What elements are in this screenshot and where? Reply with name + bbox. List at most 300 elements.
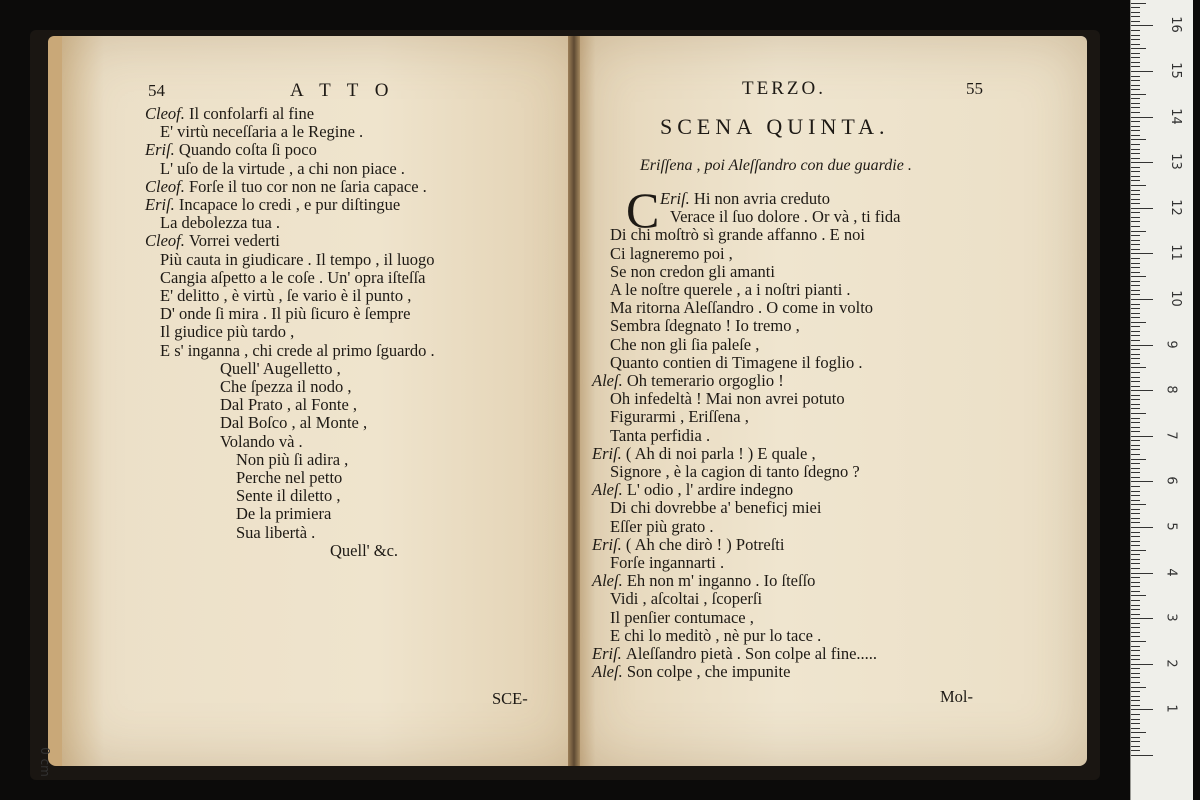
ruler-tick [1131,112,1140,113]
ruler-tick [1131,614,1140,615]
ruler-tick [1131,226,1140,227]
line-text: Di chi dovrebbe a' beneficj miei [610,498,822,518]
text-line [610,390,845,408]
line-text: Ci lagneremo poi , [610,243,733,263]
ruler-tick [1131,203,1140,204]
right-page-number: 55 [966,79,983,98]
ruler-tick [1131,57,1140,58]
ruler-tick [1131,62,1140,63]
left-page-number: 54 [148,81,165,100]
ruler-tick [1131,673,1140,674]
ruler-tick [1131,358,1140,359]
ruler-tick [1131,636,1140,637]
ruler-number: 10 [1167,290,1183,307]
ruler-tick [1131,139,1146,140]
line-text: E chi lo meditò , nè pur lo tace . [610,625,822,645]
ruler-tick [1131,149,1140,150]
ruler-tick [1131,509,1140,510]
speaker-label: Aleſ. [592,371,627,390]
ruler-tick [1131,244,1140,245]
text-line [220,414,367,432]
ruler-number: 6 [1163,476,1179,486]
text-line [610,609,754,627]
ruler-number: 1 [1163,704,1179,714]
ruler-tick [1131,308,1140,309]
ruler-number: 7 [1163,431,1179,440]
text-line [220,396,357,414]
ruler-number: 15 [1167,62,1183,79]
text-line [220,378,352,396]
left-running-head: A T T O [290,80,395,101]
line-text: Tanta perfidia . [610,425,711,445]
ruler-tick [1131,326,1140,327]
line-text: Signore , è la cagion di tanto ſdegno ? [610,462,860,481]
ruler-tick [1131,212,1140,213]
ruler-tick [1131,194,1140,195]
ruler-tick [1131,500,1140,501]
ruler-tick [1131,299,1153,300]
ruler-tick [1131,714,1140,715]
ruler-tick [1131,677,1140,678]
ruler-tick [1131,431,1140,432]
text-line [160,269,426,287]
line-text: Eh non m' inganno . Io ſteſſo [626,571,816,591]
line-text: Dal Boſco , al Monte , [220,413,368,433]
ruler-tick [1131,190,1140,191]
ruler-tick [1131,418,1140,419]
line-text: Ma ritorna Aleſſandro . O come in volto [610,298,874,318]
text-line [610,627,821,645]
text-line [160,323,294,341]
line-text: Sembra ſdegnato ! Io tremo , [610,316,800,336]
line-text: D' onde ſi mira . Il più ſicuro è ſempre [160,304,411,324]
right-running-head: TERZO. [742,78,826,99]
ruler-tick [1131,176,1140,177]
speaker-label: Aleſ. [592,480,627,500]
ruler-number: 5 [1163,522,1179,531]
ruler-tick [1131,94,1146,95]
speaker-label: Cleof. [145,231,189,251]
ruler-tick [1131,577,1140,578]
ruler-tick [1131,276,1146,277]
ruler-tick [1131,641,1146,642]
ruler-tick [1131,623,1140,624]
ruler-tick [1131,48,1146,49]
ruler-tick [1131,591,1140,592]
ruler-number: 13 [1167,153,1183,170]
speaker-label: Eriſ. [592,644,626,663]
ruler-tick [1131,285,1140,286]
line-text: Dal Prato , al Fonte , [220,395,358,415]
ruler-tick [1131,249,1140,250]
ruler-tick [1131,7,1140,8]
speaker-label: Aleſ. [592,571,627,591]
line-text: Sente il diletto , [236,486,341,506]
ruler-tick [1131,3,1146,4]
ruler-tick [1131,605,1140,606]
text-line [610,427,710,445]
text-line [610,554,724,572]
ruler-tick [1131,217,1140,218]
speaker-label: Eriſ. [592,534,626,554]
text-line [610,590,762,608]
ruler-tick [1131,481,1153,482]
ruler-tick [1131,130,1140,131]
ruler-tick [1131,664,1153,665]
ruler-tick [1131,522,1140,523]
ruler-tick [1131,449,1140,450]
line-text: Il penſier contumace , [610,607,754,627]
text-line [592,663,790,681]
ruler-tick [1131,53,1140,54]
line-text: Verace il ſuo dolore . Or và , ti fida [670,207,901,227]
ruler-tick [1131,121,1140,122]
ruler-tick [1131,468,1140,469]
ruler-tick [1131,158,1140,159]
ruler-tick [1131,518,1140,519]
speaker-label: Cleof. [145,104,189,123]
ruler-tick [1131,472,1140,473]
text-line [610,336,759,354]
ruler-tick [1131,532,1140,533]
ruler-tick [1131,331,1140,332]
line-text: Quanto contien di Timagene il foglio . [610,352,863,372]
ruler-tick [1131,98,1140,99]
line-text: De la primiera [236,504,332,524]
text-line [236,505,331,523]
text-line [145,232,280,250]
ruler-tick [1131,21,1140,22]
text-line [160,160,405,178]
ruler-tick [1131,162,1153,163]
ruler-tick [1131,595,1146,596]
ruler-tick [1131,755,1153,756]
ruler-tick [1131,600,1140,601]
ruler-tick [1131,390,1153,391]
ruler-tick [1131,408,1140,409]
text-line [236,469,342,487]
ruler-tick [1131,554,1140,555]
text-line [610,245,733,263]
ruler-tick [1131,440,1140,441]
ruler-tick [1131,741,1140,742]
ruler-tick [1131,80,1140,81]
ruler-tick [1131,495,1140,496]
ruler-tick [1131,536,1140,537]
ruler-tick [1131,240,1140,241]
line-text: Quell' Augelletto , [220,358,341,378]
line-text: Vorrei vederti [189,231,280,251]
ruler-tick [1131,30,1140,31]
text-line [610,226,865,244]
line-text: ( Ah che dirò ! ) Potreſti [625,534,785,554]
ruler-tick [1131,573,1153,574]
speaker-label: Cleof. [145,176,189,196]
drop-cap: C [626,182,660,238]
ruler-tick [1131,682,1140,683]
ruler-tick [1131,25,1153,26]
ruler-tick [1131,463,1140,464]
ruler-tick [1131,700,1140,701]
ruler-tick [1131,513,1140,514]
ruler-tick [1131,709,1153,710]
ruler-tick [1131,563,1140,564]
ruler-tick [1131,650,1140,651]
ruler-tick [1131,354,1140,355]
ruler-tick [1131,180,1140,181]
ruler-number: 11 [1167,244,1183,262]
text-line [660,190,830,208]
ruler-tick [1131,107,1140,108]
ruler-tick [1131,76,1140,77]
ruler-tick [1131,427,1140,428]
ruler-number: 8 [1163,385,1179,394]
ruler-number: 16 [1167,16,1183,34]
text-line [145,141,317,159]
ruler-tick [1131,345,1153,346]
right-catchword: Mol- [940,687,973,706]
ruler-tick [1131,550,1146,551]
ruler-tick [1131,395,1140,396]
ruler-tick [1131,632,1140,633]
ruler-tick [1131,253,1153,254]
line-text: Incapace lo credi , e pur diſtingue [178,195,401,214]
line-text: E s' inganna , chi crede al primo ſguardo . [160,340,435,360]
text-line [592,372,784,390]
ruler-tick [1131,719,1140,720]
ruler-tick [1131,144,1140,145]
ruler-tick [1131,404,1140,405]
ruler-tick [1131,16,1140,17]
text-line [160,305,410,323]
ruler-tick [1131,568,1140,569]
line-text: Forſe il tuo cor non ne ſaria capace . [189,176,427,196]
ruler-tick [1131,627,1140,628]
line-text: Perche nel petto [236,468,343,487]
text-line [610,499,821,517]
ruler-tick [1131,609,1140,610]
ruler-tick [1131,422,1140,423]
ruler-tick [1131,12,1140,13]
line-text: Il confolarfi al fine [189,104,315,123]
ruler-tick [1131,231,1146,232]
line-text: ( Ah di noi parla ! ) E quale , [625,443,816,463]
line-text: Che ſpezza il nodo , [220,377,352,396]
ruler-tick [1131,413,1146,414]
speaker-label: Eriſ. [592,443,626,463]
text-line [145,105,314,123]
line-text: Il giudice più tardo , [160,322,295,342]
ruler-tick [1131,732,1146,733]
ruler-number: 9 [1163,339,1179,349]
text-line [236,451,348,469]
text-line [592,445,816,463]
ruler-tick [1131,272,1140,273]
line-text: Figurarmi , Eriſſena , [610,407,749,427]
line-text: Sua libertà . [236,522,316,542]
line-text: Più cauta in giudicare . Il tempo , il luogo [160,249,435,269]
text-line [610,518,714,536]
ruler-tick [1131,454,1140,455]
ruler-tick [1131,322,1146,323]
line-text: Se non credon gli amanti [610,261,775,281]
ruler-tick [1131,117,1153,118]
ruler-tick [1131,737,1140,738]
line-text: L' uſo de la virtude , a chi non piace . [160,158,405,178]
ruler-tick [1131,705,1140,706]
book-gutter [568,36,580,766]
line-text: Quando coſta ſi poco [178,140,317,160]
line-text: Forſe ingannarti . [610,553,725,572]
ruler-tick [1131,263,1140,264]
text-line [160,214,280,232]
line-text: Di chi moſtrò sì grande affanno . E noi [610,225,865,245]
ruler-tick [1131,126,1140,127]
text-line [160,342,435,360]
ruler-tick [1131,445,1140,446]
line-text: Oh infedeltà ! Mai non avrei potuto [610,389,845,409]
ruler-tick [1131,399,1140,400]
line-text: La debolezza tua . [160,213,281,233]
text-line [330,542,398,560]
text-line [610,317,800,335]
ruler-tick [1131,386,1140,387]
ruler-tick [1131,208,1153,209]
line-text: L' odio , l' ardire indegno [626,480,794,500]
ruler-tick [1131,71,1153,72]
line-text: Cangia aſpetto a le coſe . Un' opra iſteſſa [160,267,426,287]
text-line [145,196,400,214]
ruler-tick [1131,317,1140,318]
left-catchword: SCE- [492,689,528,708]
line-text: Non più ſi adira , [236,449,349,469]
text-line [610,299,873,317]
ruler-tick [1131,728,1140,729]
ruler-tick [1131,153,1140,154]
ruler-tick [1131,44,1140,45]
scene-title: SCENA QUINTA. [660,114,890,139]
ruler-tick [1131,340,1140,341]
text-line [220,433,303,451]
ruler-number: 12 [1167,199,1183,216]
text-line [145,178,427,196]
text-line [610,463,860,481]
line-text: Volando và . [220,431,303,451]
ruler-tick [1131,235,1140,236]
ruler-tick [1131,290,1140,291]
ruler-tick [1131,304,1140,305]
ruler-tick [1131,281,1140,282]
text-line [160,287,411,305]
ruler-tick [1131,39,1140,40]
ruler-tick [1131,723,1140,724]
ruler-tick [1131,668,1140,669]
ruler-tick [1131,491,1140,492]
text-line [592,536,784,554]
ruler-tick [1131,35,1140,36]
ruler-tick [1131,103,1140,104]
ruler-tick [1131,267,1140,268]
ruler-tick [1131,66,1140,67]
ruler-tick [1131,746,1140,747]
ruler-tick [1131,349,1140,350]
ruler-tick [1131,750,1140,751]
ruler-tick [1131,372,1140,373]
ruler-tick [1131,167,1140,168]
ruler-tick [1131,586,1140,587]
ruler-tick [1131,294,1140,295]
ruler-number: 14 [1167,107,1183,125]
ruler-tick [1131,135,1140,136]
text-line [236,487,341,505]
ruler-tick [1131,691,1140,692]
text-line [592,481,793,499]
ruler-tick [1131,363,1140,364]
ruler-tick [1131,655,1140,656]
line-text: Son colpe , che impunite [626,662,791,682]
ruler-tick [1131,313,1140,314]
ruler-tick [1131,541,1140,542]
ruler-tick [1131,171,1140,172]
text-line [236,524,315,542]
ruler-tick [1131,545,1140,546]
ruler-tick [1131,582,1140,583]
ruler-tick [1131,436,1153,437]
ruler-tick [1131,559,1140,560]
ruler-unit-label: 0 cm [37,747,52,777]
ruler-tick [1131,89,1140,90]
ruler-tick [1131,659,1140,660]
line-text: Vidi , aſcoltai , ſcoperſi [610,589,763,609]
text-line [610,263,775,281]
line-text: Quell' &c. [330,540,399,560]
speaker-label: Eriſ. [145,195,179,214]
ruler-number: 3 [1163,613,1179,622]
ruler-tick [1131,381,1140,382]
text-line [610,354,863,372]
ruler-tick [1131,377,1140,378]
ruler-tick [1131,185,1146,186]
line-text: E' virtù neceſſaria a le Regine . [160,122,364,142]
ruler-tick [1131,696,1140,697]
speaker-label: Aleſ. [592,662,627,682]
text-line [610,408,749,426]
text-line [670,208,900,226]
ruler-tick [1131,527,1153,528]
line-text: A le noſtre querele , a i noſtri pianti . [610,280,851,299]
ruler-tick [1131,221,1140,222]
ruler-tick [1131,258,1140,259]
ruler-tick [1131,335,1140,336]
scene-subtitle: Eriſſena , poi Aleſſandro con due guardie . [640,157,912,174]
text-line [160,123,363,141]
line-text: Aleſſandro pietà . Son colpe al fine..... [625,644,878,663]
line-text: E' delitto , è virtù , ſe vario è il punto , [160,286,412,305]
ruler-tick [1131,646,1140,647]
text-line [610,281,851,299]
ruler-number: 2 [1163,659,1179,668]
ruler-tick [1131,486,1140,487]
measuring-ruler [1130,0,1193,800]
text-line [592,572,815,590]
ruler-tick [1131,504,1146,505]
speaker-label: Eriſ. [145,140,179,160]
ruler-tick [1131,459,1146,460]
line-text: Eſſer più grato . [610,516,714,536]
ruler-tick [1131,199,1140,200]
line-text: Che non gli ſia paleſe , [610,334,760,354]
line-text: Hi non avria creduto [693,189,830,208]
